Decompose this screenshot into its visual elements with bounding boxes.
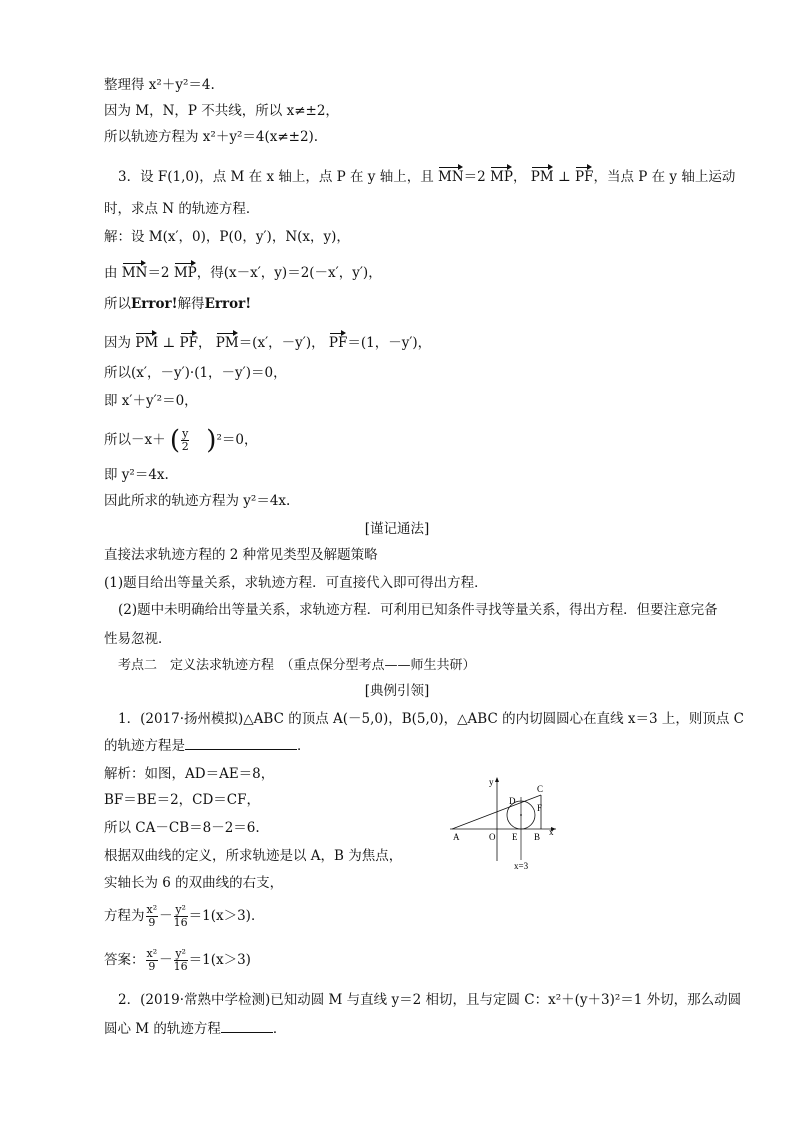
- analysis-line: 根据双曲线的定义，所求轨迹是以 A，B 为焦点，: [104, 848, 403, 864]
- problem-1-line-1: 1．(2017·扬州模拟)△ABC 的顶点 A(－5,0)，B(5,0)，△ABC 的内切圆圆心在直线 x＝3 上，则顶点 C: [118, 711, 744, 727]
- fraction: $\frac{y}{2}$: [181, 427, 189, 453]
- vector-mp: MP: [490, 166, 513, 186]
- label-x: x: [549, 827, 554, 837]
- analysis-line: 方程为 $\frac{\text{x²}}{9}$ － $\frac{\text{y²}}{16}$ ＝1(x＞3)．: [104, 903, 265, 929]
- label-b: B: [534, 832, 541, 842]
- text-line: 时，求点 N 的轨迹方程．: [104, 201, 260, 217]
- solution-line: 所以(x′，－y′)·(1，－y′)＝0，: [104, 365, 287, 381]
- fraction: $\frac{\text{y²}}{16}$: [173, 903, 188, 929]
- solution-line: 由 MN＝2 MP，得(x－x′，y)＝2(－x′，y′)，: [104, 262, 382, 282]
- text-line: 整理得 x²＋y²＝4.: [104, 77, 215, 93]
- topic-heading: 考点二 定义法求轨迹方程 （重点保分型考点——师生共研）: [118, 658, 476, 673]
- vector-pf: PF: [180, 332, 198, 352]
- incircle-center: [520, 814, 522, 816]
- text-line: 所以轨迹方程为 x²＋y²＝4(x≠±2).: [104, 129, 319, 145]
- vector-pf: PF: [329, 332, 347, 352]
- vector-pm: PM: [531, 166, 554, 186]
- problem-3-line-1: 3．设 F(1,0)，点 M 在 x 轴上，点 P 在 y 轴上，且 MN＝2 MP， PM ⊥ PF，当点 P 在 y 轴上运动: [118, 166, 735, 186]
- text-line: (1)题目给出等量关系，求轨迹方程．可直接代入即可得出方程．: [104, 575, 488, 591]
- problem-2-line-2: 圆心 M 的轨迹方程 ．: [104, 1021, 287, 1037]
- answer-blank: [221, 1032, 273, 1033]
- label-o: O: [489, 832, 496, 842]
- answer-line: 答案： $\frac{\text{x²}}{9}$ － $\frac{\text{y²}}{16}$ ＝1(x＞3): [104, 947, 251, 973]
- label-f: F: [537, 803, 543, 813]
- solution-line: 即 x′＋y′²＝0，: [104, 393, 198, 409]
- analysis-line: 所以 CA－CB＝8－2＝6.: [104, 820, 260, 836]
- vector-mn: MN: [438, 166, 464, 186]
- answer-blank: [185, 749, 297, 750]
- label-y: y: [489, 777, 494, 787]
- problem-1-line-2: 的轨迹方程是 ．: [104, 738, 311, 754]
- solution-line: 即 y²＝4x.: [104, 467, 169, 483]
- fraction: $\frac{\text{y²}}{16}$: [173, 947, 188, 973]
- vector-mn: MN: [122, 262, 148, 282]
- label-c: C: [537, 784, 544, 794]
- analysis-line: BF＝BE＝2，CD＝CF，: [104, 792, 261, 808]
- right-paren: ): [206, 425, 217, 456]
- solution-line: 因为 PM ⊥ PF， PM＝(x′，－y′)， PF＝(1，－y′)，: [104, 332, 431, 352]
- y-axis-arrow: [495, 777, 499, 782]
- vector-mp: MP: [174, 262, 197, 282]
- analysis-line: 解析：如图，AD＝AE＝8，: [104, 766, 275, 782]
- section-heading: [谨记通法]: [364, 521, 430, 537]
- label-x3: x=3: [514, 861, 529, 871]
- label-a: A: [453, 832, 460, 842]
- solution-line: 所以Error!解得Error!: [104, 296, 252, 312]
- label-e: E: [512, 832, 518, 842]
- text-line: 性易忽视．: [104, 631, 172, 647]
- vector-pm: PM: [216, 332, 239, 352]
- vector-pf: PF: [575, 166, 593, 186]
- solution-line: 所以－x＋ ( $\frac{y}{2}$ )²＝0，: [104, 425, 258, 456]
- label-d: D: [509, 796, 516, 806]
- side-ac: [452, 795, 541, 829]
- error-marker: Error!: [204, 296, 252, 312]
- analysis-line: 实轴长为 6 的双曲线的右支，: [104, 875, 284, 891]
- solution-line: 解：设 M(x′，0)，P(0，y′)，N(x，y)，: [104, 229, 350, 245]
- fraction: $\frac{\text{x²}}{9}$: [146, 947, 158, 973]
- error-marker: Error!: [131, 296, 178, 312]
- text-line: (2)题中未明确给出等量关系，求轨迹方程．可利用已知条件寻找等量关系，得出方程．但要注意完备: [118, 602, 718, 618]
- problem-2-line-1: 2．(2019·常熟中学检测)已知动圆 M 与直线 y＝2 相切，且与定圆 C：x²＋(y＋3)²＝1 外切，那么动圆: [118, 992, 742, 1008]
- section-heading: [典例引领]: [364, 683, 430, 699]
- incircle-figure: [446, 773, 566, 873]
- text-line: 直接法求轨迹方程的 2 种常见类型及解题策略: [104, 547, 378, 563]
- solution-line: 因此所求的轨迹方程为 y²＝4x.: [104, 493, 291, 509]
- fraction: $\frac{\text{x²}}{9}$: [146, 903, 158, 929]
- text-line: 因为 M，N，P 不共线，所以 x≠±2，: [104, 103, 339, 119]
- left-paren: (: [169, 425, 181, 456]
- vector-pm: PM: [135, 332, 158, 352]
